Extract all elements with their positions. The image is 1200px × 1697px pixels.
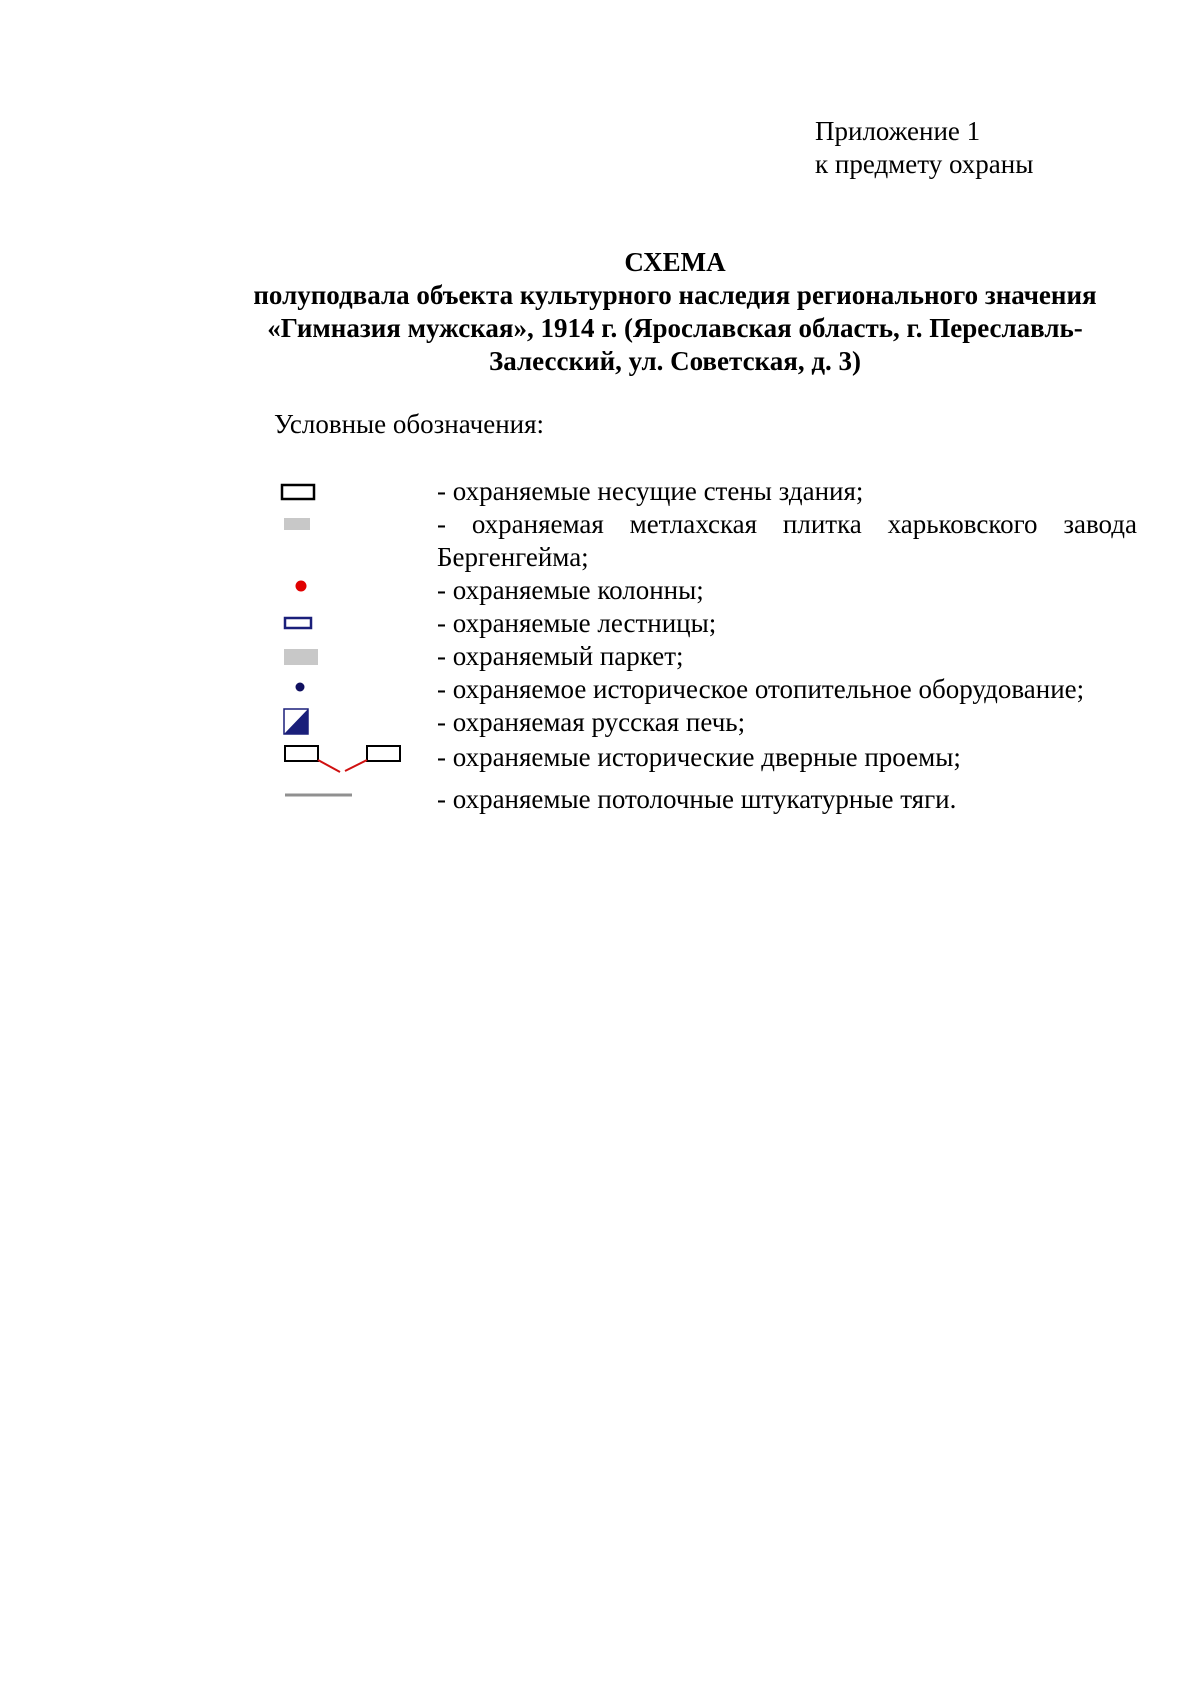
legend-item-heating bbox=[0, 673, 1200, 706]
legend-item-tile bbox=[0, 508, 1200, 541]
legend-item-columns bbox=[0, 574, 1200, 607]
gray-line-icon bbox=[280, 783, 420, 816]
legend-item-label: - охраняемая русская печь; bbox=[437, 707, 746, 737]
title-heading: СХЕМА bbox=[624, 247, 726, 277]
parquet-gray-block-icon bbox=[280, 640, 420, 673]
legend-item-label: - охраняемые лестницы; bbox=[437, 608, 717, 638]
legend-item-stove bbox=[0, 706, 1200, 739]
legend-item-label: - охраняемые колонны; bbox=[437, 575, 704, 605]
legend-item-label: - охраняемые исторические дверные проемы; bbox=[437, 742, 961, 772]
tile-gray-bar-icon bbox=[280, 508, 420, 541]
legend-item-stairs bbox=[0, 607, 1200, 640]
annex-note bbox=[815, 115, 1155, 181]
door-opening-icon bbox=[280, 741, 420, 774]
legend-item-label-continued: Бергенгейма; bbox=[437, 542, 589, 572]
wall-outline-icon bbox=[280, 475, 420, 508]
title-line-3: Залесский, ул. Советская, д. 3) bbox=[489, 346, 861, 376]
red-dot-icon bbox=[280, 574, 420, 607]
legend-heading: Условные обозначения: bbox=[274, 409, 545, 439]
legend-item-label: - охраняемая метлахская плитка харьковского завода bbox=[437, 509, 1137, 539]
document-title bbox=[200, 246, 1150, 378]
legend-item-walls bbox=[0, 475, 1200, 508]
legend-item-parquet bbox=[0, 640, 1200, 673]
legend-item-label: - охраняемые потолочные штукатурные тяги. bbox=[437, 784, 957, 814]
annex-line-2: к предмету охраны bbox=[815, 149, 1034, 179]
title-line-1: полуподвала объекта культурного наследия регионального значения bbox=[253, 280, 1097, 310]
stairs-blue-outline-icon bbox=[280, 607, 420, 640]
legend-item-label: - охраняемое историческое отопительное оборудование; bbox=[437, 674, 1085, 704]
legend-item-tile-continued bbox=[0, 541, 1200, 574]
stove-triangle-icon bbox=[280, 706, 420, 739]
legend-item-doors bbox=[0, 741, 1200, 774]
title-line-2: «Гимназия мужская», 1914 г. (Ярославская область, г. Переславль- bbox=[267, 313, 1083, 343]
navy-dot-icon bbox=[280, 673, 420, 706]
legend-item-label: - охраняемый паркет; bbox=[437, 641, 684, 671]
legend-item-plaster bbox=[0, 783, 1200, 816]
annex-line-1: Приложение 1 bbox=[815, 116, 981, 146]
legend-item-label: - охраняемые несущие стены здания; bbox=[437, 476, 864, 506]
